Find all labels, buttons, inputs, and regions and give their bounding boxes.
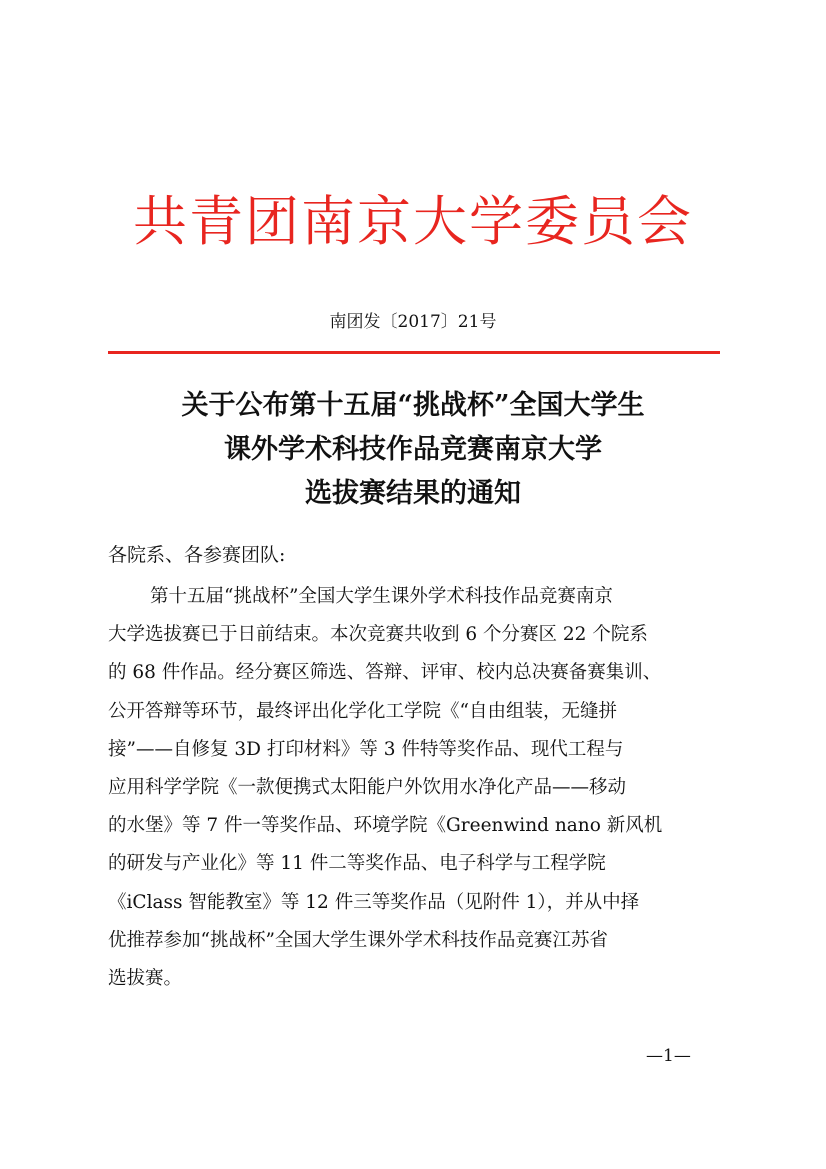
body-line: 大学选拔赛已于日前结束。本次竞赛共收到 6 个分赛区 22 个院系 (108, 624, 648, 646)
body-line: 接”——自修复 3D 打印材料》等 3 件特等奖作品、现代工程与 (108, 738, 624, 760)
title-line: 选拔赛结果的通知 (305, 478, 521, 509)
body-line: 应用科学学院《一款便携式太阳能户外饮用水净化产品——移动 (108, 777, 627, 799)
red-divider (108, 351, 720, 354)
org-masthead: 共青团南京大学委员会 (133, 190, 693, 253)
body-paragraph (108, 578, 720, 998)
body-line: 的研发与产业化》等 11 件二等奖作品、电子科学与工程学院 (108, 853, 606, 875)
salutation: 各院系、各参赛团队: (108, 544, 286, 566)
body-line: 选拔赛。 (108, 968, 183, 990)
title-line: 关于公布第十五届“挑战杯”全国大学生 (181, 390, 645, 421)
body-line: 优推荐参加“挑战杯”全国大学生课外学术科技作品竞赛江苏省 (108, 929, 608, 951)
body-line: 的 68 件作品。经分赛区筛选、答辩、评审、校内总决赛备赛集训、 (108, 662, 662, 684)
body-line: 第十五届“挑战杯”全国大学生课外学术科技作品竞赛南京 (150, 586, 613, 607)
body-line: 的水堡》等 7 件一等奖作品、环境学院《Greenwind nano 新风机 (108, 815, 663, 837)
body-line: 《iClass 智能教室》等 12 件三等奖作品（见附件 1），并从中择 (108, 891, 640, 913)
title-line: 课外学术科技作品竞赛南京大学 (224, 434, 602, 465)
page-number: —1— (646, 1046, 691, 1066)
body-line: 公开答辩等环节，最终评出化学化工学院《“自由组装，无缝拼 (108, 700, 617, 722)
document-number: 南团发〔2017〕21号 (329, 312, 497, 332)
notice-title (0, 384, 826, 516)
